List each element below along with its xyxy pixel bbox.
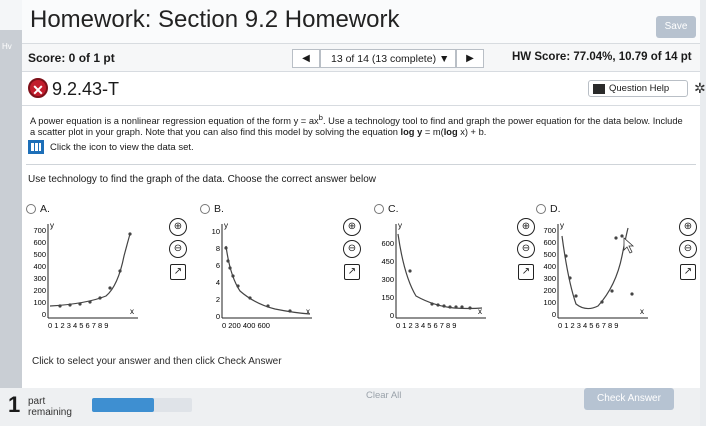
instruction-text: Use technology to find the graph of the data. Choose the correct answer below — [28, 174, 376, 185]
option-d-ylabel: y — [560, 221, 564, 230]
question-score: Score: 0 of 1 pt — [28, 51, 115, 65]
option-d-ytick: 500 — [543, 250, 556, 259]
option-d-xticks: 0 1 2 3 4 5 6 7 8 9 — [558, 321, 619, 330]
option-d-radio[interactable] — [536, 204, 546, 214]
option-b-ytick: 10 — [211, 227, 220, 236]
prompt-eq: = m( — [422, 127, 444, 138]
option-b-label: B. — [214, 203, 224, 215]
next-question-button[interactable]: ▶ — [456, 49, 484, 68]
option-b-xticks: 0 200 400 600 — [222, 321, 270, 330]
left-sidebar — [0, 30, 22, 426]
prompt-end: x) + b. — [457, 127, 487, 138]
zoom-in-icon[interactable]: ⊕ — [517, 218, 535, 236]
question-id: 9.2.43-T — [52, 79, 120, 99]
prompt-log-x: log — [443, 127, 458, 138]
option-c-graph — [374, 216, 539, 336]
zoom-in-icon[interactable]: ⊕ — [343, 218, 361, 236]
option-a-xlabel: x — [130, 307, 134, 316]
score-bar — [22, 44, 700, 72]
dataset-link-text: Click the icon to view the data set. — [50, 141, 194, 153]
option-c-ytick: 300 — [381, 275, 394, 284]
help-menu-icon — [593, 84, 605, 94]
expand-graph-icon[interactable]: ↗ — [170, 264, 186, 280]
prompt-text-cont: . Use a technology tool to find and graph the power equation for the data below. Include a scatter plot in your graph. Note that you can also find this model by solving the equation — [30, 116, 683, 138]
option-c-radio[interactable] — [374, 204, 384, 214]
option-b-ytick: 4 — [215, 278, 220, 287]
expand-graph-icon[interactable]: ↗ — [344, 264, 360, 280]
dataset-link[interactable] — [28, 140, 194, 154]
divider — [26, 164, 696, 165]
prompt-exponent: b — [318, 113, 323, 122]
gear-icon[interactable]: ✲ — [694, 80, 706, 96]
option-b-ytick: 0 — [215, 312, 220, 321]
option-d-ytick: 100 — [543, 298, 556, 307]
zoom-in-icon[interactable]: ⊕ — [169, 218, 187, 236]
option-c[interactable] — [374, 204, 539, 334]
option-b-graph — [200, 216, 365, 336]
option-a-ytick: 100 — [33, 298, 46, 307]
option-c-ytick: 0 — [389, 311, 394, 320]
zoom-in-icon[interactable]: ⊕ — [679, 218, 697, 236]
check-answer-button[interactable]: Check Answer — [584, 388, 674, 410]
expand-graph-icon[interactable]: ↗ — [518, 264, 534, 280]
bottom-instruction: Click to select your answer and then click Check Answer — [32, 356, 282, 367]
option-c-xticks: 0 1 2 3 4 5 6 7 8 9 — [396, 321, 457, 330]
question-header — [22, 72, 706, 106]
option-b-ylabel: y — [224, 221, 228, 230]
mouse-cursor-icon — [624, 238, 633, 253]
option-d-ytick: 300 — [543, 274, 556, 283]
progress-fill — [92, 398, 154, 412]
table-icon[interactable] — [28, 140, 44, 154]
question-prompt — [30, 112, 690, 138]
prompt-text: A power equation is a nonlinear regression equation of the form y = ax — [30, 116, 319, 127]
question-help-label: Question Help — [609, 83, 670, 94]
option-d-ytick: 0 — [551, 310, 556, 319]
option-c-xlabel: x — [478, 307, 482, 316]
option-b-xlabel: x — [306, 307, 310, 316]
option-d[interactable] — [536, 204, 701, 334]
option-a[interactable] — [26, 204, 191, 334]
option-b-radio[interactable] — [200, 204, 210, 214]
page-title: Homework: Section 9.2 Homework — [30, 6, 400, 33]
expand-graph-icon[interactable]: ↗ — [680, 264, 696, 280]
option-a-label: A. — [40, 203, 50, 215]
option-a-graph — [26, 216, 191, 336]
sidebar-label: Hv — [2, 42, 12, 51]
prev-question-button[interactable]: ◀ — [292, 49, 320, 68]
option-c-label: C. — [388, 203, 399, 215]
question-content — [22, 106, 700, 396]
parts-line-2: remaining — [28, 407, 72, 418]
option-b-ytick: 2 — [215, 295, 220, 304]
homework-score: HW Score: 77.04%, 10.79 of 14 pt — [512, 51, 692, 63]
save-button[interactable]: Save — [656, 16, 696, 38]
option-b[interactable] — [200, 204, 365, 334]
zoom-out-icon[interactable]: ⊖ — [169, 240, 187, 258]
question-help-button[interactable] — [588, 80, 688, 97]
option-d-ytick: 400 — [543, 262, 556, 271]
option-d-ytick: 700 — [543, 226, 556, 235]
option-c-ytick: 450 — [381, 257, 394, 266]
parts-remaining-count: 1 — [8, 392, 21, 417]
option-c-ylabel: y — [398, 221, 402, 230]
zoom-out-icon[interactable]: ⊖ — [517, 240, 535, 258]
option-a-ytick: 600 — [33, 238, 46, 247]
option-a-ylabel: y — [50, 221, 54, 230]
option-c-ytick: 150 — [381, 293, 394, 302]
question-selector[interactable]: 13 of 14 (13 complete) ▼ — [320, 49, 456, 68]
question-navigator — [292, 49, 484, 68]
option-d-xlabel: x — [640, 307, 644, 316]
footer — [0, 388, 700, 426]
option-c-ytick: 600 — [381, 239, 394, 248]
option-d-ytick: 600 — [543, 238, 556, 247]
option-a-xticks: 0 1 2 3 4 5 6 7 8 9 — [48, 321, 109, 330]
parts-line-1: part — [28, 396, 46, 407]
progress-bar — [92, 398, 192, 412]
option-a-ytick: 500 — [33, 250, 46, 259]
title-bar — [22, 0, 700, 44]
option-a-ytick: 700 — [33, 226, 46, 235]
option-a-radio[interactable] — [26, 204, 36, 214]
option-a-ytick: 300 — [33, 274, 46, 283]
zoom-out-icon[interactable]: ⊖ — [679, 240, 697, 258]
option-d-graph — [536, 216, 701, 336]
option-d-label: D. — [550, 203, 561, 215]
zoom-out-icon[interactable]: ⊖ — [343, 240, 361, 258]
option-a-ytick: 200 — [33, 286, 46, 295]
option-b-ytick: 8 — [215, 244, 220, 253]
parts-remaining-label — [28, 396, 72, 418]
prompt-log-y: log y — [400, 127, 423, 138]
option-d-ytick: 200 — [543, 286, 556, 295]
option-a-ytick: 0 — [41, 310, 46, 319]
option-b-ytick: 6 — [215, 261, 220, 270]
option-a-ytick: 400 — [33, 262, 46, 271]
clear-all-button[interactable]: Clear All — [366, 390, 402, 401]
incorrect-icon: ✕ — [28, 78, 48, 98]
